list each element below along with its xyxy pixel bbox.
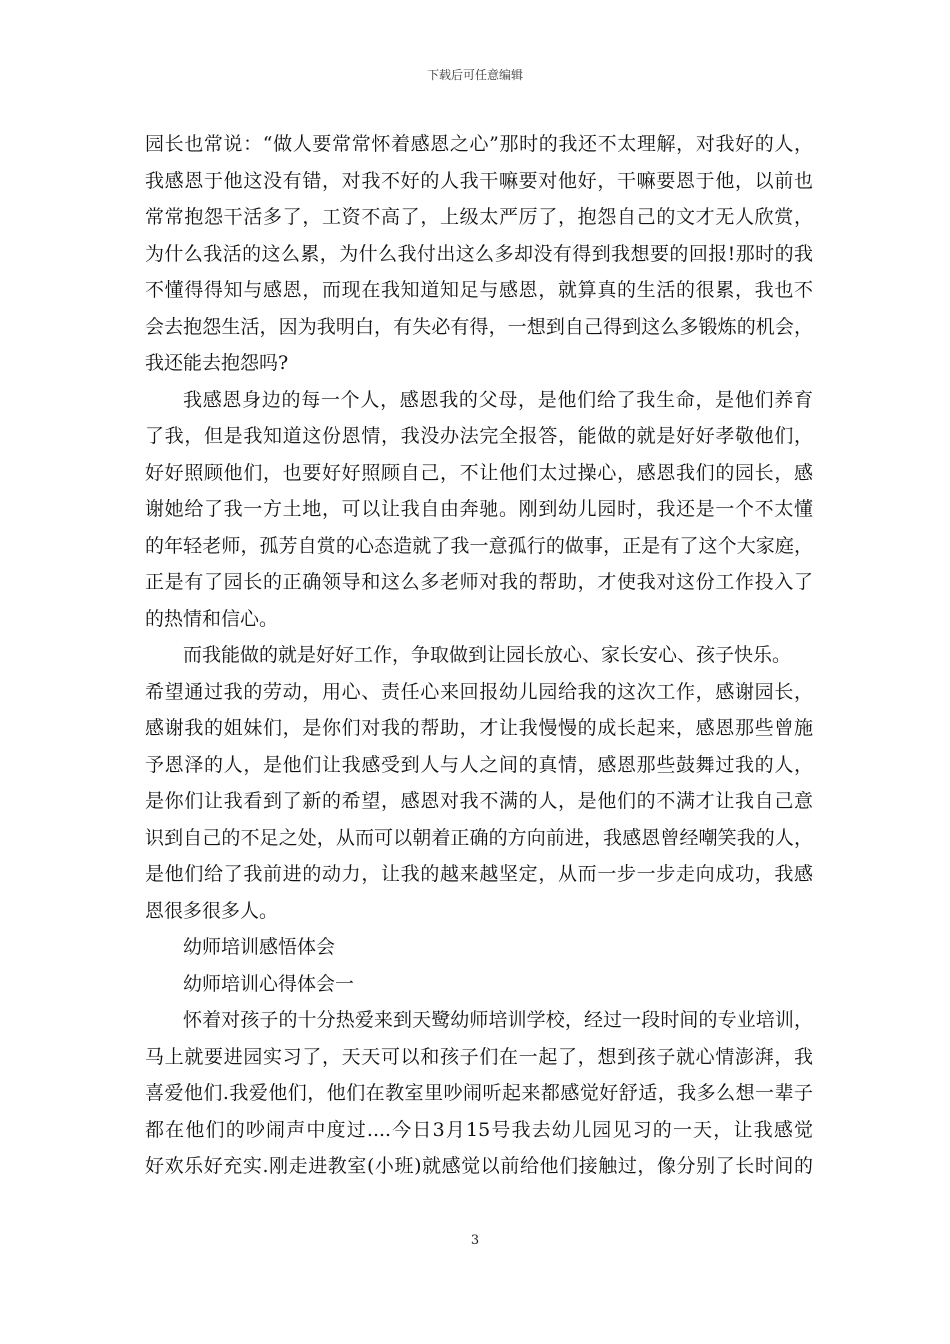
paragraph-start-line: 我感恩身边的每一个人，感恩我的父母，是他们给了我生命，是他们养育 [183,388,813,411]
body-text [145,126,813,1185]
text-line: 恩很多很多人。 [145,899,279,922]
text-line: 常常抱怨干活多了，工资不高了，上级太严厉了，抱怨自己的文才无人欣赏， [145,206,813,228]
text-line: 好好照顾他们，也要好好照顾自己，不让他们太过操心，感恩我们的园长，感 [145,461,813,484]
text-line: 了我，但是我知道这份恩情，我没办法完全报答，能做的就是好好孝敬他们， [145,425,813,447]
text-line: 正是有了园长的正确领导和这么多老师对我的帮助，才使我对这份工作投入了 [145,571,813,593]
paragraph-start-line: 怀着对孩子的十分热爱来到天鹭幼师培训学校，经过一段时间的专业培训， [183,1009,813,1031]
text-line: 为什么我活的这么累，为什么我付出这么多却没有得到我想要的回报!那时的我 [145,242,813,265]
text-line: 喜爱他们.我爱他们，他们在教室里吵闹听起来都感觉好舒适，我多么想一辈子 [145,1082,813,1104]
text-line: 我还能去抱怨吗? [145,352,289,374]
subsection-heading: 幼师培训心得体会一 [183,972,355,995]
text-line: 识到自己的不足之处，从而可以朝着正确的方向前进，我感恩曾经嘲笑我的人， [145,826,813,849]
text-line: 是他们给了我前进的动力，让我的越来越坚定，从而一步一步走向成功，我感 [145,863,813,885]
text-line: 马上就要进园实习了，天天可以和孩子们在一起了，想到孩子就心情澎湃，我 [145,1045,813,1068]
paragraph-start-line: 而我能做的就是好好工作，争取做到让园长放心、家长安心、孩子快乐。 [183,644,792,666]
section-heading: 幼师培训感悟体会 [183,936,336,958]
text-line: 的热情和信心。 [145,607,279,630]
page-number: 3 [470,1233,480,1248]
text-line: 会去抱怨生活，因为我明白，有失必有得，一想到自己得到这么多锻炼的机会， [145,315,813,338]
text-line: 谢她给了我一方土地，可以让我自由奔驰。刚到幼儿园时，我还是一个不太懂 [145,498,813,520]
text-line: 好欢乐好充实.刚走进教室(小班)就感觉以前给他们接触过，像分别了长时间的 [145,1155,813,1177]
page-header: 下载后可任意编辑 [426,68,523,82]
text-line: 希望通过我的劳动，用心、责任心来回报幼儿园给我的这次工作，感谢园长， [145,680,813,703]
text-line: 感谢我的姐妹们，是你们对我的帮助，才让我慢慢的成长起来，感恩那些曾施 [145,717,813,739]
text-line: 都在他们的吵闹声中度过....今日3月15号我去幼儿园见习的一天，让我感觉 [145,1118,813,1141]
text-line: 是你们让我看到了新的希望，感恩对我不满的人，是他们的不满才让我自己意 [145,790,813,812]
text-line: 予恩泽的人，是他们让我感受到人与人之间的真情，感恩那些鼓舞过我的人， [145,753,813,776]
text-line: 不懂得得知与感恩，而现在我知道知足与感恩，就算真的生活的很累，我也不 [145,279,813,301]
text-line: 的年轻老师，孤芳自赏的心态造就了我一意孤行的做事，正是有了这个大家庭， [145,534,813,557]
text-line: 我感恩于他这没有错，对我不好的人我干嘛要对他好，干嘛要恩于他，以前也 [145,169,813,192]
text-line: 园长也常说：“做人要常常怀着感恩之心”那时的我还不太理解，对我好的人， [145,133,813,155]
